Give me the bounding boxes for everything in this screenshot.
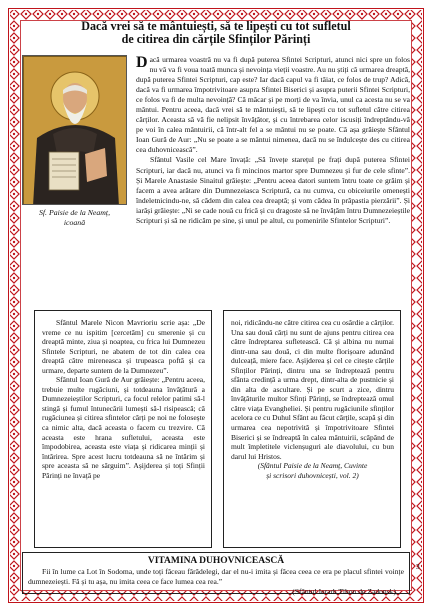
page-number: 3 [416, 562, 420, 571]
intro-section [22, 55, 410, 226]
title-line-2: de citirea din cărțile Sfinților Părinți [121, 32, 311, 46]
vitamina-box [22, 552, 410, 594]
vitamina-text: Fii în lume ca Lot în Sodoma, unde toți făceau fărădelegi, dar el nu-i imita și făcea ceea ce era pe placul sfintei voințe dumnezeiești. Fă și tu așa, nu imita ceea ce face lumea cea rea.” [28, 567, 404, 586]
caption-line-2: icoană [63, 218, 86, 227]
vitamina-attribution: (Sfântul Ierarh Tihon de Zadonsk) [292, 586, 396, 596]
saint-icon-image [22, 55, 127, 205]
two-column-section [34, 310, 401, 548]
drop-cap: D [136, 54, 148, 71]
page-content [22, 19, 410, 596]
source-line-1: (Sfântul Paisie de la Neamț, Cuvinte [257, 461, 368, 471]
left-paragraph-1: Sfântul Marele Nicon Mavrioriu scrie așa: „De vreme ce nu ispitim [cercetăm] cu smerenie și cu dreaptă minte, ziua și noaptea, cu frica lui Dumnezeu Sfintele Scripturi, ne abatem de tot din calea cea dreaptă către mireneasca și trupeasca poftă și ca urmare, departe suntem de la Dumnezeu”. [42, 318, 205, 375]
intro-paragraph-1-text: acă urmarea voastră nu va fi după puterea Sfintei Scripturi, atunci nici spre un folos nu vă va fi voua toată munca și nevoința vieții voastre. Au nu știți că urmarea dreaptă, după puterea Sfintei Scripturi, cap este? Iar dacă capul va fi tăiat, ce folos de trup? Adică, dacă va fi urmarea împotrivitoare asupra Sfintei Biserici și asupra puterii Sfintei Scripturi, ce folos va fi de multa nevoință? Că măcar și pe morți de va învia, unul ca acesta nu se va mântui. Pentru aceea, dacă vrei să te mântuiești, să te lipești cu tot sufletul către citirea cărților. Aceasta să vă fie nelipsit învățător, și cu întrebarea celor iscusiți îndreptându-vă pe voi în calea mântuirii, că într-alt fel a se mântui nu se poate. Că așa grăiește Sfântul Ioan Gură de Aur: „Nu se poate a se mântui nimenea, dacă nu se îndulcește des cu citirea cea duhovnicească”. [136, 55, 410, 155]
intro-paragraph-2: Sfântul Vasile cel Mare învață: „Să învețe starețul pe frați după puterea Sfintei Scripturi, iar dacă nu, atunci va fi mincinos martor spre Dumnezeu și fur de cele sfinte”. Și Marele Anastasie Sinaitul grăiește: „Pentru aceea datori suntem întru toate ce grăim și facem a avea arătare din Dumnezeiasca Scriptură, ca nu cumva, cu obiceiurile omenești îndeletnicindu-ne, să cădem din calea cea dreaptă; și vom cădea în prăpastia pierzării”. Și iarăși grăiește: „Ni se cade nouă cu frică și cu dragoste să ne învățăm întru Dumnezeieștile Scripturi și să ne ridicăm pe sine, și unul pe altul, cu pomenirile Sfintelor Scripturi”. [136, 155, 410, 225]
left-paragraph-2: Sfântul Ioan Gură de Aur grăiește: „Pentru aceea, trebuie multe rugăciuni, și totdeauna învățătură a Dumnezeieștilor Scripturi, ca focul relelor patimi să-l stingă și fumul întunecării lumești să-l risipească; că rugăciunea și citirea sfintelor cărți pe noi ne folosește ca nimic alta, dacă aceasta o facem cu trezvire. Că aceasta este hrana sufletului, aceasta este împodobirea, aceasta este viața și ridicarea minții și întărirea. Spre acest lucru totdeauna să ne întărim și spre aceasta să ne sârguim”. Așijderea și toți Sfinții Părinți ne învață pe [42, 375, 205, 480]
quote-source [231, 461, 394, 480]
source-line-2: și scrisori duhovnicești, vol. 2) [266, 470, 359, 480]
icon-figure [22, 55, 127, 233]
saint-portrait-icon [23, 56, 127, 205]
left-column-box [34, 310, 212, 548]
right-paragraph-1: noi, ridicându-ne către citirea cea cu osârdie a cărților. Una sau două cărți nu sunt de ajuns pentru citirea cea către îndreptarea sufletească. Că și albina nu numai dintr-una sau două, ci din multe florișoare adunând dulceață, miere face. Așijderea și cel ce citește cărțile Sfinților Părinți, dintru una se îndreptează pentru sfânta credință a urma drept, dintr-alta de pustnicie și din alta de ascultare. Și pe scurt a zice, dintru învățăturile multor Sfinți Părinți, se îndreptează omul către viața Evangheliei. Și pentru rugăciunile sfinților acelora ce cu Duhul Sfânt au făcut cărțile, scapă și din urmarea cea nepotrivită și împotrivitoare Sfintei Biserici și se îndreaptă în calea mântuirii, scăpând de mult împletitele viclenșuguri ale diavolului, cu bun darul lui Hristos. [231, 318, 394, 461]
icon-caption [22, 208, 127, 228]
caption-line-1: Sf. Paisie de la Neamț, [38, 208, 111, 217]
right-column-box [223, 310, 401, 548]
article-title [22, 20, 410, 46]
vitamina-title: VITAMINA DUHOVNICEASCĂ [147, 556, 285, 566]
title-line-1: Dacă vrei să te mântuiești, să te lipești cu tot sufletul [81, 19, 351, 33]
